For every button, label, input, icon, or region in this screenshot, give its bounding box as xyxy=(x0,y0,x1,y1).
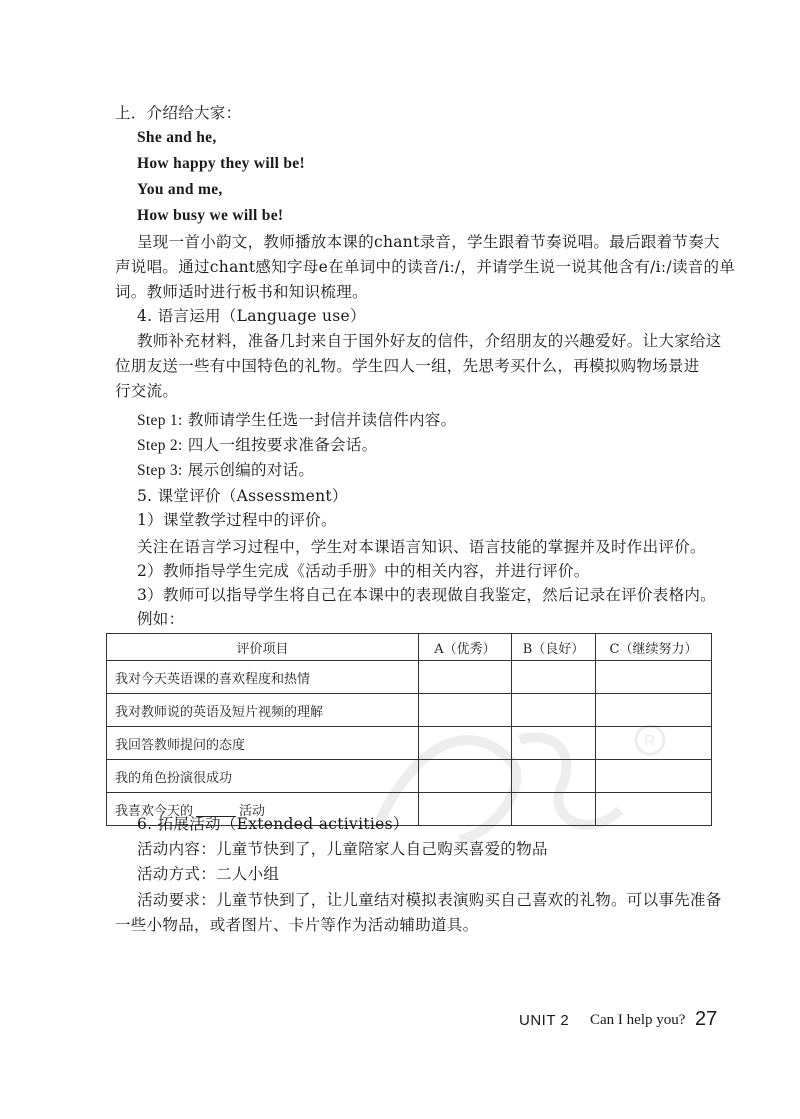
section-intro: 上．介绍给大家： xyxy=(115,104,242,122)
table-cell-a[interactable] xyxy=(419,760,512,793)
assessment-item: 3）教师可以指导学生将自己在本课中的表现做自我鉴定，然后记录在评价表格内。 xyxy=(137,586,716,604)
table-row xyxy=(107,661,712,694)
step-text: 教师请学生任选一封信并读信件内容。 xyxy=(187,411,457,429)
paragraph-line: 呈现一首小韵文，教师播放本课的chant录音，学生跟着节奏说唱。最后跟着节奏大 xyxy=(137,233,720,251)
table-cell-c[interactable] xyxy=(596,727,712,760)
table-cell-c[interactable] xyxy=(596,661,712,694)
paragraph-line: 词。教师适时进行板书和知识梳理。 xyxy=(115,283,368,301)
table-header: A（优秀） xyxy=(419,634,512,661)
paragraph-line: 教师补充材料，准备几封来自于国外好友的信件，介绍朋友的兴趣爱好。让大家给这 xyxy=(137,332,722,350)
heading-assessment: 5. 课堂评价（Assessment） xyxy=(137,487,348,505)
step-text: 展示创编的对话。 xyxy=(187,461,315,479)
chant-line-1: She and he, xyxy=(137,129,217,146)
table-cell-item: 我的角色扮演很成功 xyxy=(107,760,419,793)
table-header-row xyxy=(107,634,712,661)
table-cell-b[interactable] xyxy=(512,793,596,826)
chant-line-4: How busy we will be! xyxy=(137,207,284,224)
table-row xyxy=(107,694,712,727)
table-cell-b[interactable] xyxy=(512,760,596,793)
assessment-table xyxy=(106,633,712,826)
step-1 xyxy=(137,408,456,433)
table-cell-a[interactable] xyxy=(419,727,512,760)
assessment-item: 关注在语言学习过程中，学生对本课语言知识、语言技能的掌握并及时作出评价。 xyxy=(137,538,706,556)
table-header: C（继续努力） xyxy=(596,634,712,661)
chant-line-3: You and me, xyxy=(137,181,223,198)
last-row-suffix: 活动 xyxy=(239,803,266,819)
table-row xyxy=(107,760,712,793)
activity-line: 活动方式：二人小组 xyxy=(137,865,280,883)
table-cell-b[interactable] xyxy=(512,727,596,760)
activity-line: 活动内容：儿童节快到了，儿童陪家人自己购买喜爱的物品 xyxy=(137,840,548,858)
step-label: Step 3: xyxy=(137,462,183,479)
table-header: B（良好） xyxy=(512,634,596,661)
step-label: Step 1: xyxy=(137,412,183,429)
footer-subtitle: Can I help you? xyxy=(590,1012,686,1028)
assessment-item: 1）课堂教学过程中的评价。 xyxy=(137,511,337,529)
step-3 xyxy=(137,458,314,483)
table-cell-c[interactable] xyxy=(596,793,712,826)
example-label: 例如： xyxy=(137,610,185,628)
heading-extended-activities: 6. 拓展活动（Extended activities） xyxy=(137,815,409,833)
table-header: 评价项目 xyxy=(107,634,419,661)
heading-language-use: 4. 语言运用（Language use） xyxy=(137,307,366,325)
step-label: Step 2: xyxy=(137,437,183,454)
activity-line: 一些小物品，或者图片、卡片等作为活动辅助道具。 xyxy=(115,916,479,934)
table-cell-a[interactable] xyxy=(419,694,512,727)
table-cell-item: 我对今天英语课的喜欢程度和热情 xyxy=(107,661,419,694)
footer-unit: UNIT 2 xyxy=(519,1012,570,1029)
step-2 xyxy=(137,433,377,458)
step-text: 四人一组按要求准备会话。 xyxy=(187,436,378,454)
activity-line: 活动要求：儿童节快到了，让儿童结对模拟表演购买自己喜欢的礼物。可以事先准备 xyxy=(137,891,722,909)
table-cell-b[interactable] xyxy=(512,694,596,727)
assessment-item: 2）教师指导学生完成《活动手册》中的相关内容，并进行评价。 xyxy=(137,562,590,580)
paragraph-line: 声说唱。通过chant感知字母e在单词中的读音/iː/，并请学生说一说其他含有/iː/读音的单 xyxy=(115,258,736,276)
paragraph-line: 行交流。 xyxy=(115,382,179,400)
table-cell-item: 我回答教师提问的态度 xyxy=(107,727,419,760)
table-cell-item: 我对教师说的英语及短片视频的理解 xyxy=(107,694,419,727)
chant-line-2: How happy they will be! xyxy=(137,155,305,172)
table-cell-a[interactable] xyxy=(419,793,512,826)
last-row-prefix: 我喜欢今天的 xyxy=(115,803,194,819)
table-row xyxy=(107,727,712,760)
svg-text:R: R xyxy=(644,733,656,750)
paragraph-line: 位朋友送一些有中国特色的礼物。学生四人一组，先思考买什么，再模拟购物场景进 xyxy=(115,357,700,375)
page-number: 27 xyxy=(695,1008,718,1030)
table-cell-a[interactable] xyxy=(419,661,512,694)
table-cell-c[interactable] xyxy=(596,760,712,793)
table-cell-b[interactable] xyxy=(512,661,596,694)
table-cell-c[interactable] xyxy=(596,694,712,727)
